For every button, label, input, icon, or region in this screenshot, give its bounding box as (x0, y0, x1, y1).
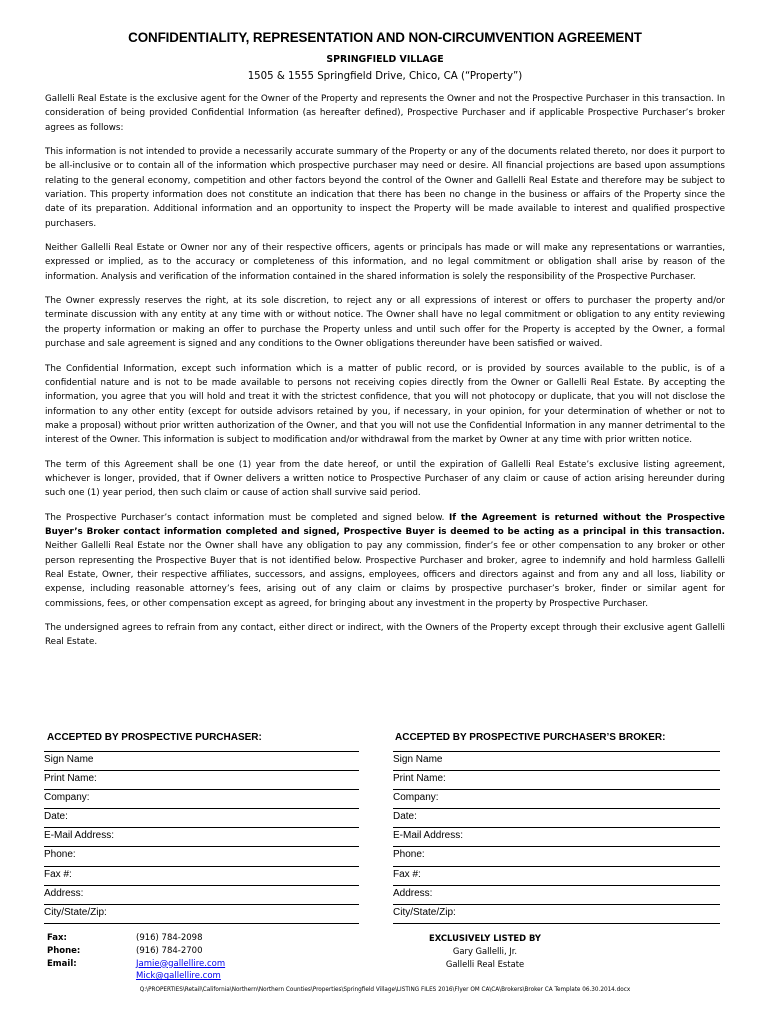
paragraph-intro: Gallelli Real Estate is the exclusive agent for the Owner of the Property and represents the Owner and not the Prospective Purchaser in this transaction. In consideration of being provided Confidential Information (as hereafter defined), Prospective Purchaser and if applicable Prospective Purchaser’s broker agrees as follows: (45, 94, 725, 133)
purchaser-signature-block (44, 751, 359, 924)
phone-number: (916) 784-2700 (136, 945, 203, 956)
paragraph-confidentiality: The Confidential Information, except such information which is a matter of public record, or is provided by sources available to the public, is of a confidential nature and is not to be made available to persons not receiving copies directly from the Owner or Gallelli Real Estate. By accepting the information, you agree that you will hold and treat it with the strictest confidence, that you will not photocopy or duplicate, that you will not disclose the information to any other entity (except for outside advisors retained by you, if necessary, in your opinion, for your determination of whether or not to make a proposal) without prior written authorization of the Owner, and that you will not use the Confidential Information in any manner detrimental to the interest of the Owner. This information is subject to modification and/or withdrawal from the market by Owner at any time with prior written notice. (45, 363, 725, 446)
email-link-jamie[interactable]: Jamie@gallellire.com (136, 958, 226, 969)
paragraph-disclaimer: This information is not intended to provide a necessarily accurate summary of the Property or any of the documents related thereto, nor does it purport to be all-inclusive or to contain all of the information which prospective purchaser may need or desire. All financial projections are based upon assumptions relating to the general economy, competition and other factors beyond the control of the Owner and Gallelli Real Estate and therefore may be subject to variation. This property information does not constitute an indication that there has been no change in the business or affairs of the Property since the date of its preparation. Additional information and an opportunity to inspect the Property will be made available to interest and qualified prospective purchasers. (45, 147, 725, 229)
agreement-body (45, 92, 725, 660)
broker-heading: ACCEPTED BY PROSPECTIVE PURCHASER’S BROKER: (395, 732, 666, 743)
field-label: Sign Name (44, 754, 94, 765)
broker-email-field[interactable] (393, 827, 720, 846)
fax-label: Fax: (47, 933, 67, 943)
field-label: City/State/Zip: (44, 906, 107, 918)
field-label: Print Name: (393, 773, 446, 785)
purchaser-sign-name-field[interactable] (44, 751, 359, 770)
contact-text-1: The Prospective Purchaser’s contact information must be completed and signed below. (45, 512, 449, 523)
purchaser-phone-field[interactable] (44, 846, 359, 865)
broker-city-state-zip-field[interactable] (393, 904, 720, 924)
contact-text-bold: If the Agreement is returned without the Prospective Buyer’s Broker contact information completed and signed, Prospective Buyer is deemed to be acting as a principal in this transaction. (45, 512, 725, 537)
file-path-footer: Q:\PROPERTIES\Retail\California\Northern\Northern Counties\Properties\Springfield Village\LISTING FILES 2016\Flyer OM CA\CA\Brokers\Broker CA Template 06.30.2014.docx (139, 987, 631, 993)
property-address: 1505 & 1555 Springfield Drive, Chico, CA (“Property”) (247, 71, 523, 82)
field-label: Phone: (393, 849, 425, 861)
document-title: CONFIDENTIALITY, REPRESENTATION AND NON-CIRCUMVENTION AGREEMENT (128, 30, 642, 45)
field-label: Fax #: (44, 868, 72, 880)
broker-fax-field[interactable] (393, 866, 720, 885)
field-label: City/State/Zip: (393, 906, 456, 918)
field-label: Company: (393, 792, 439, 804)
broker-signature-block (393, 751, 720, 924)
field-label: E-Mail Address: (393, 830, 464, 842)
listed-by-heading: EXCLUSIVELY LISTED BY (429, 933, 541, 943)
purchaser-city-state-zip-field[interactable] (44, 904, 359, 924)
phone-label: Phone: (47, 945, 81, 956)
paragraph-term: The term of this Agreement shall be one (1) year from the date hereof, or until the expiration of Gallelli Real Estate’s exclusive listing agreement, whichever is longer, provided, that if Owner delivers a written notice to Prospective Purchaser of any claim or cause of action arising hereunder during such one (1) year period, then such claim or cause of action shall survive said period. (45, 459, 725, 499)
broker-print-name-field[interactable] (393, 770, 720, 789)
field-label: Fax #: (393, 868, 421, 880)
paragraph-no-warranty: Neither Gallelli Real Estate or Owner nor any of their respective officers, agents or principals has made or will make any representations or warranties, expressed or implied, as to the accuracy or completeness of this information, and no legal commitment or obligation shall arise by reason of the information. Analysis and verification of the information contained in the shared information is solely the responsibility of the Prospective Purchaser. (45, 243, 725, 282)
field-label: Address: (393, 887, 433, 899)
field-label: Address: (44, 887, 84, 899)
paragraph-closing: The undersigned agrees to refrain from any contact, either direct or indirect, with the Owners of the Property except through their exclusive agent Gallelli Real Estate. (45, 623, 725, 648)
field-label: Date: (393, 811, 417, 823)
field-label: Date: (44, 811, 68, 823)
purchaser-date-field[interactable] (44, 808, 359, 827)
field-label: Phone: (44, 849, 76, 861)
field-label: Company: (44, 792, 90, 804)
broker-date-field[interactable] (393, 808, 720, 827)
fax-number: (916) 784-2098 (136, 933, 203, 943)
property-name: SPRINGFIELD VILLAGE (326, 54, 444, 65)
listing-agent-block (380, 932, 590, 970)
paragraph-contact-info (45, 511, 725, 611)
listing-agent-company: Gallelli Real Estate (445, 958, 525, 969)
field-label: Print Name: (44, 773, 97, 785)
email-label: Email: (47, 958, 77, 969)
purchaser-address-field[interactable] (44, 885, 359, 904)
listing-agent-name: Gary Gallelli, Jr. (452, 945, 518, 956)
field-label: Sign Name (393, 754, 443, 765)
broker-phone-field[interactable] (393, 846, 720, 865)
paragraph-owner-rights: The Owner expressly reserves the right, at its sole discretion, to reject any or all expressions of interest or offers to purchaser the property and/or terminate discussion with any entity at any time with or without notice. The Owner shall have no legal commitment or obligation to any entity reviewing the property information or making an offer to purchase the Property unless and until such offer for the Property is accepted by the Owner, a formal purchase and sale agreement is signed and any conditions to the Owner obligations thereunder have been satisfied or waived. (45, 296, 725, 350)
contact-text-2: Neither Gallelli Real Estate nor the Owner shall have any obligation to pay any commission, finder’s fee or other compensation to any broker or other person representing the Prospective Buyer that is not identified below. Prospective Purchaser and broker, agree to indemnify and hold harmless Gallelli Real Estate, Owner, their respective affiliates, successors, and assigns, employees, officers and directors against and from any and all loss, liability or expense, including reasonable attorney’s fees, arising out of any claim or claims by prospective purchaser’s broker, finder or similar agent for commissions, fees, or other compensation except as agreed, for bringing about any investment in the property by Prospective Purchaser. (45, 541, 725, 609)
broker-address-field[interactable] (393, 885, 720, 904)
field-label: E-Mail Address: (44, 830, 115, 842)
email-link-mick[interactable]: Mick@gallellire.com (136, 971, 221, 982)
purchaser-email-field[interactable] (44, 827, 359, 846)
purchaser-fax-field[interactable] (44, 866, 359, 885)
purchaser-company-field[interactable] (44, 789, 359, 808)
purchaser-heading: ACCEPTED BY PROSPECTIVE PURCHASER: (47, 732, 262, 743)
broker-company-field[interactable] (393, 789, 720, 808)
purchaser-print-name-field[interactable] (44, 770, 359, 789)
broker-sign-name-field[interactable] (393, 751, 720, 770)
